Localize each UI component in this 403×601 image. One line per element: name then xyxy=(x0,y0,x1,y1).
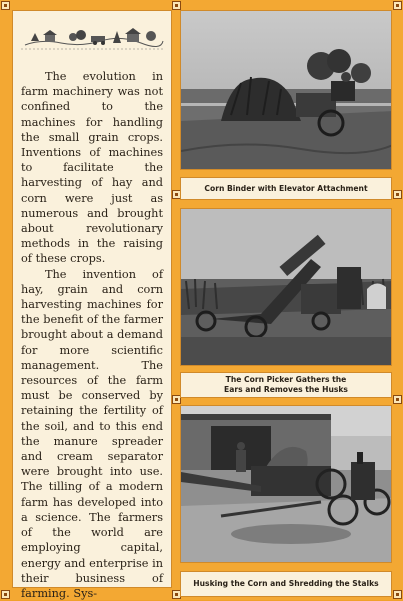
corner-ornament xyxy=(393,590,402,599)
article-body xyxy=(21,69,163,601)
photo-column xyxy=(180,10,392,588)
husker-shredder-photo xyxy=(180,405,392,563)
photo-caption xyxy=(180,571,392,597)
corner-ornament xyxy=(172,1,181,10)
corner-ornament xyxy=(1,1,10,10)
caption-text: The Corn Picker Gathers the Ears and Removes the Husks xyxy=(224,375,348,394)
corner-ornament xyxy=(393,190,402,199)
corn-picker-photo xyxy=(180,208,392,366)
corner-ornament xyxy=(393,1,402,10)
farm-scene-vignette xyxy=(21,19,165,53)
corner-ornament xyxy=(393,395,402,404)
photo-caption xyxy=(180,177,392,200)
photo-caption xyxy=(180,372,392,398)
caption-text: Husking the Corn and Shredding the Stalks xyxy=(193,579,379,588)
paragraph: The evolution in farm machinery was not confined to the machines for handling the small grain crops. Inventions of machines to facilitate the harvesting of hay and corn were just as numerous and brought about revolutionary methods in the raising of these crops. xyxy=(21,70,163,266)
text-panel xyxy=(12,10,172,600)
caption-text: Corn Binder with Elevator Attachment xyxy=(204,183,368,193)
corn-binder-photo xyxy=(180,10,392,170)
corner-ornament xyxy=(1,590,10,599)
paragraph: The invention of hay, grain and corn harvesting machines for the benefit of the farmer brought about a demand for more scientific management. The resources of the farm must be conserved by retaining the fertility of the soil, and to this end the manure spreader and cream separator were brought into use. The tilling of a modern farm has developed into a science. The farmers of the world are employing capital, energy and enterprise in their business of farming. Sys- xyxy=(21,267,163,600)
